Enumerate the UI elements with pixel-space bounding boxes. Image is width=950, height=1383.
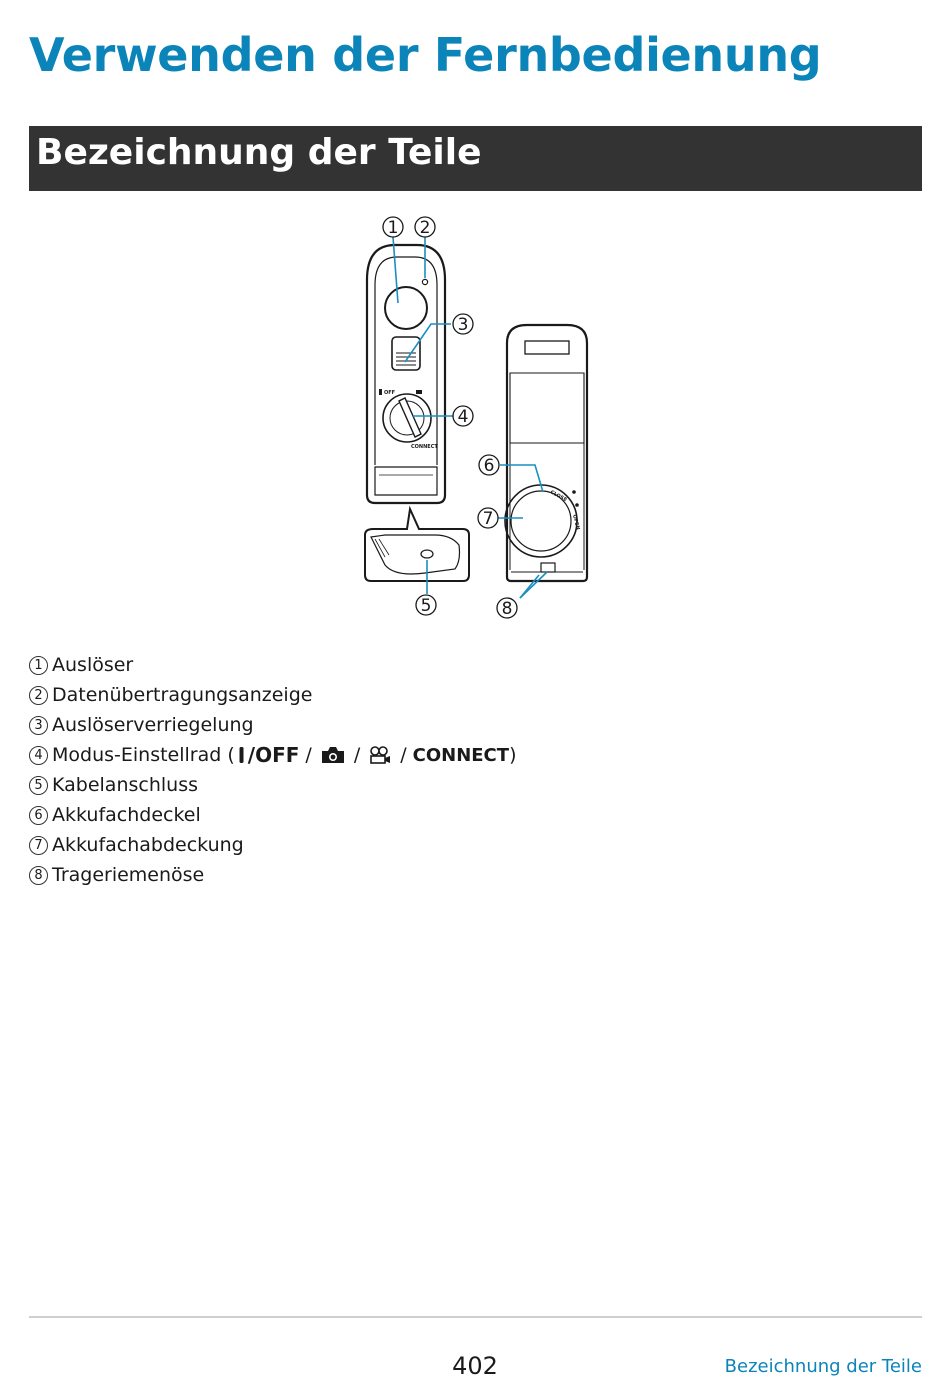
remote-front-body — [367, 245, 445, 503]
item-number: 6 — [29, 806, 48, 825]
callout-6: 6 — [483, 456, 495, 476]
item-label: Modus-Einstellrad ( — [52, 744, 235, 766]
list-item — [29, 770, 516, 800]
item-label: Trageriemenöse — [52, 864, 205, 886]
callout-7: 7 — [482, 509, 494, 529]
item-label: Kabelanschluss — [52, 774, 198, 796]
callout-2: 2 — [419, 218, 431, 238]
footer-section-link[interactable]: Bezeichnung der Teile — [724, 1356, 922, 1377]
movie-camera-icon — [368, 745, 392, 765]
list-item — [29, 860, 516, 890]
item-label: Auslöserverriegelung — [52, 714, 254, 736]
parts-list — [29, 650, 516, 890]
cable-port-detail — [365, 509, 469, 581]
callout-3: 3 — [457, 315, 469, 335]
list-item — [29, 800, 516, 830]
item-label: Akkufachabdeckung — [52, 834, 244, 856]
separator: / — [400, 744, 407, 766]
section-header-bar — [29, 126, 922, 191]
page-number: 402 — [452, 1352, 498, 1380]
mode-off-label: /OFF — [247, 743, 300, 767]
item-number: 1 — [29, 656, 48, 675]
item-number: 8 — [29, 866, 48, 885]
remote-control-diagram — [355, 205, 605, 625]
footer-divider — [29, 1316, 922, 1318]
item-label: Akkufachdeckel — [52, 804, 201, 826]
list-item — [29, 830, 516, 860]
battery-open-mark: OPEN — [571, 514, 581, 531]
section-title: Bezeichnung der Teile — [36, 132, 482, 173]
dial-camera-mark — [416, 390, 422, 394]
separator: / — [305, 744, 312, 766]
item-number: 2 — [29, 686, 48, 705]
dial-off-mark: OFF — [384, 390, 396, 396]
callout-1: 1 — [387, 218, 399, 238]
list-item — [29, 680, 516, 710]
list-item — [29, 740, 516, 770]
item-number: 4 — [29, 746, 48, 765]
item-number: 5 — [29, 776, 48, 795]
dial-power-mark — [379, 389, 382, 395]
item-number: 3 — [29, 716, 48, 735]
item-number: 7 — [29, 836, 48, 855]
list-item — [29, 650, 516, 680]
item-label: Auslöser — [52, 654, 134, 676]
callout-5: 5 — [420, 596, 432, 616]
closing-paren: ) — [509, 744, 517, 766]
page-title: Verwenden der Fernbedienung — [29, 28, 822, 82]
callout-8: 8 — [501, 599, 513, 619]
dial-connect-mark: CONNECT — [411, 444, 438, 450]
item-label: Datenübertragungsanzeige — [52, 684, 313, 706]
battery-close-mark: CLOSE — [549, 489, 568, 504]
camera-icon — [320, 745, 346, 765]
separator: / — [353, 744, 361, 766]
mode-connect-label: CONNECT — [412, 744, 510, 766]
remote-back-body — [505, 325, 587, 581]
callout-4: 4 — [457, 407, 469, 427]
power-icon — [237, 745, 246, 765]
list-item — [29, 710, 516, 740]
